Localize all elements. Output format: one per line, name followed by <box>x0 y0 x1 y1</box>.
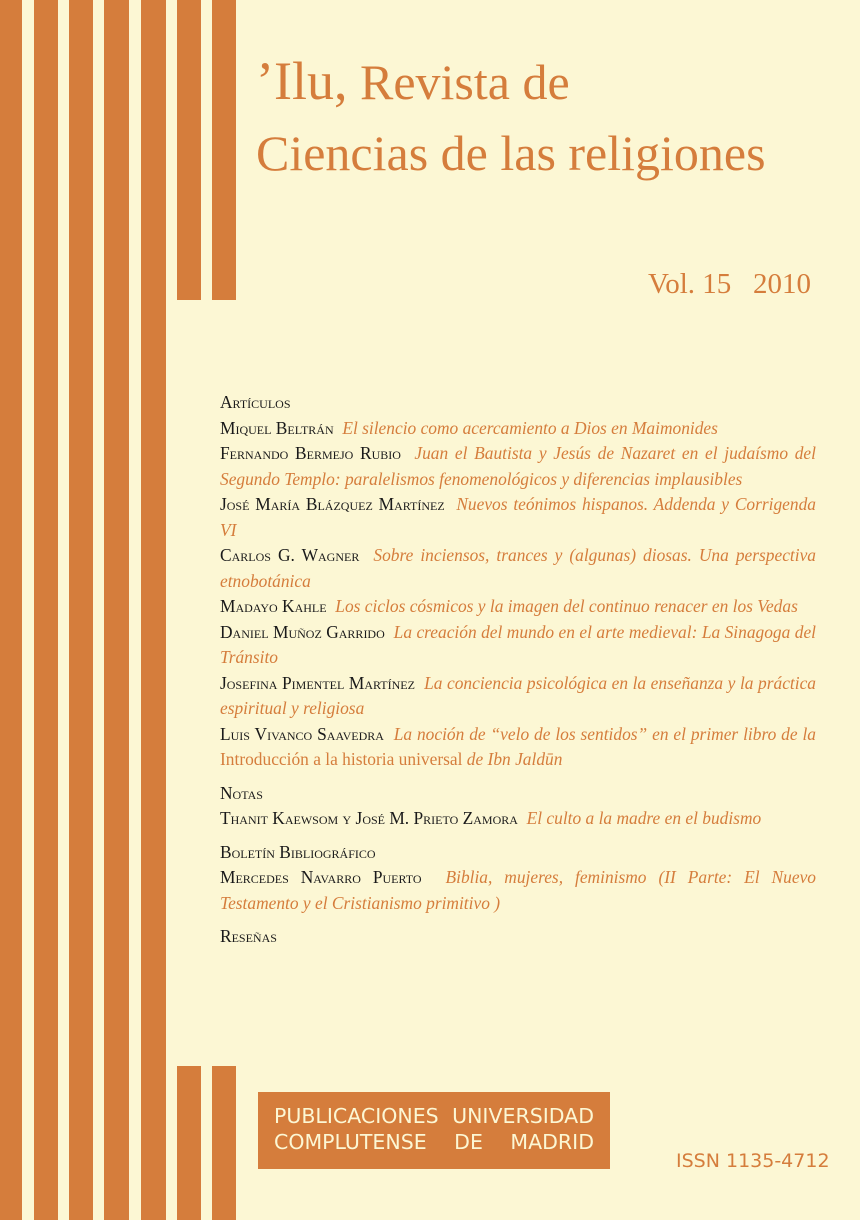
toc-entry <box>220 671 816 722</box>
section-heading-boletin: Boletín Bibliográfico <box>220 841 376 862</box>
entry-title: Nuevos teónimos hispanos. Addenda y Corrigenda VI <box>220 494 816 540</box>
entry-title-part-c: de Ibn Jaldūn <box>466 749 563 769</box>
entry-author: Mercedes Navarro Puerto <box>220 867 422 887</box>
publisher-line-1 <box>258 1103 610 1129</box>
entry-title: La conciencia psicológica en la enseñanza y la práctica espiritual y religiosa <box>220 672 816 718</box>
entry-author: Miquel Beltrán <box>220 417 334 438</box>
issn-number: ISSN 1135-4712 <box>676 1150 830 1172</box>
entry-title: Sobre inciensos, trances y (algunas) diosas. Una perspectiva etnobotánica <box>220 545 816 591</box>
stripe-6-top <box>177 0 201 300</box>
stripe-6-bottom <box>177 1066 201 1220</box>
volume-info <box>648 268 811 301</box>
publisher-box <box>258 1092 610 1169</box>
toc-entry <box>220 441 816 492</box>
stripe-7-bottom <box>212 1066 236 1220</box>
section-heading-articulos: Artículos <box>220 392 291 412</box>
toc-entry <box>220 594 816 620</box>
publisher-line-2 <box>258 1129 610 1155</box>
journal-title <box>256 50 570 112</box>
entry-title: Juan el Bautista y Jesús de Nazaret en el judaísmo del Segundo Templo: paralelismos fenomenológicos y diferencias implausibles <box>220 443 816 489</box>
toc-entry <box>220 620 816 671</box>
entry-title: El culto a la madre en el budismo <box>526 808 762 828</box>
journal-title-rest: Revista de <box>359 54 570 110</box>
journal-title-ilu: ’Ilu, <box>256 51 348 111</box>
toc-entry <box>220 806 816 832</box>
publisher-word: DE <box>454 1130 483 1154</box>
toc-entry <box>220 722 816 773</box>
section-heading-notas: Notas <box>220 782 263 803</box>
entry-author: Carlos G. Wagner <box>220 545 360 565</box>
stripe-1 <box>0 0 22 1220</box>
entry-title: Biblia, mujeres, feminismo (II Parte: El Nuevo Testamento y el Cristianismo primitivo ) <box>220 867 816 913</box>
toc-entry <box>220 492 816 543</box>
section-heading-resenas: Reseñas <box>220 926 277 946</box>
toc-entry <box>220 416 816 442</box>
publisher-word: UNIVERSIDAD <box>452 1104 594 1128</box>
entry-author: Daniel Muñoz Garrido <box>220 621 385 642</box>
entry-author: José María Blázquez Martínez <box>220 494 445 514</box>
entry-author: Fernando Bermejo Rubio <box>220 443 401 463</box>
entry-author: Madayo Kahle <box>220 596 327 616</box>
stripe-2 <box>34 0 58 1220</box>
stripe-5 <box>141 0 166 1220</box>
journal-subtitle: Ciencias de las religiones <box>256 125 766 181</box>
volume-year: 2010 <box>753 268 812 300</box>
stripe-7-top <box>212 0 236 300</box>
publisher-word: COMPLUTENSE <box>274 1130 427 1154</box>
toc-entry <box>220 865 816 916</box>
publisher-word: PUBLICACIONES <box>274 1104 439 1128</box>
stripe-4 <box>104 0 129 1220</box>
stripe-3 <box>69 0 93 1220</box>
table-of-contents <box>220 390 816 950</box>
entry-title: La creación del mundo en el arte medieval: La Sinagoga del Tránsito <box>220 621 816 667</box>
entry-title-book: Introducción a la historia universal <box>220 749 463 769</box>
entry-author: Luis Vivanco Saavedra <box>220 723 384 744</box>
entry-author: Thanit Kaewsom y José M. Prieto Zamora <box>220 808 518 828</box>
entry-title-part-a: La noción de “velo de los sentidos” en el primer libro de la <box>393 723 816 744</box>
entry-title: El silencio como acercamiento a Dios en Maimonides <box>342 417 718 438</box>
toc-entry <box>220 543 816 594</box>
entry-title: Los ciclos cósmicos y la imagen del continuo renacer en los Vedas <box>335 596 798 616</box>
publisher-word: MADRID <box>510 1130 594 1154</box>
volume-number: Vol. 15 <box>648 268 732 300</box>
entry-author: Josefina Pimentel Martínez <box>220 672 415 693</box>
